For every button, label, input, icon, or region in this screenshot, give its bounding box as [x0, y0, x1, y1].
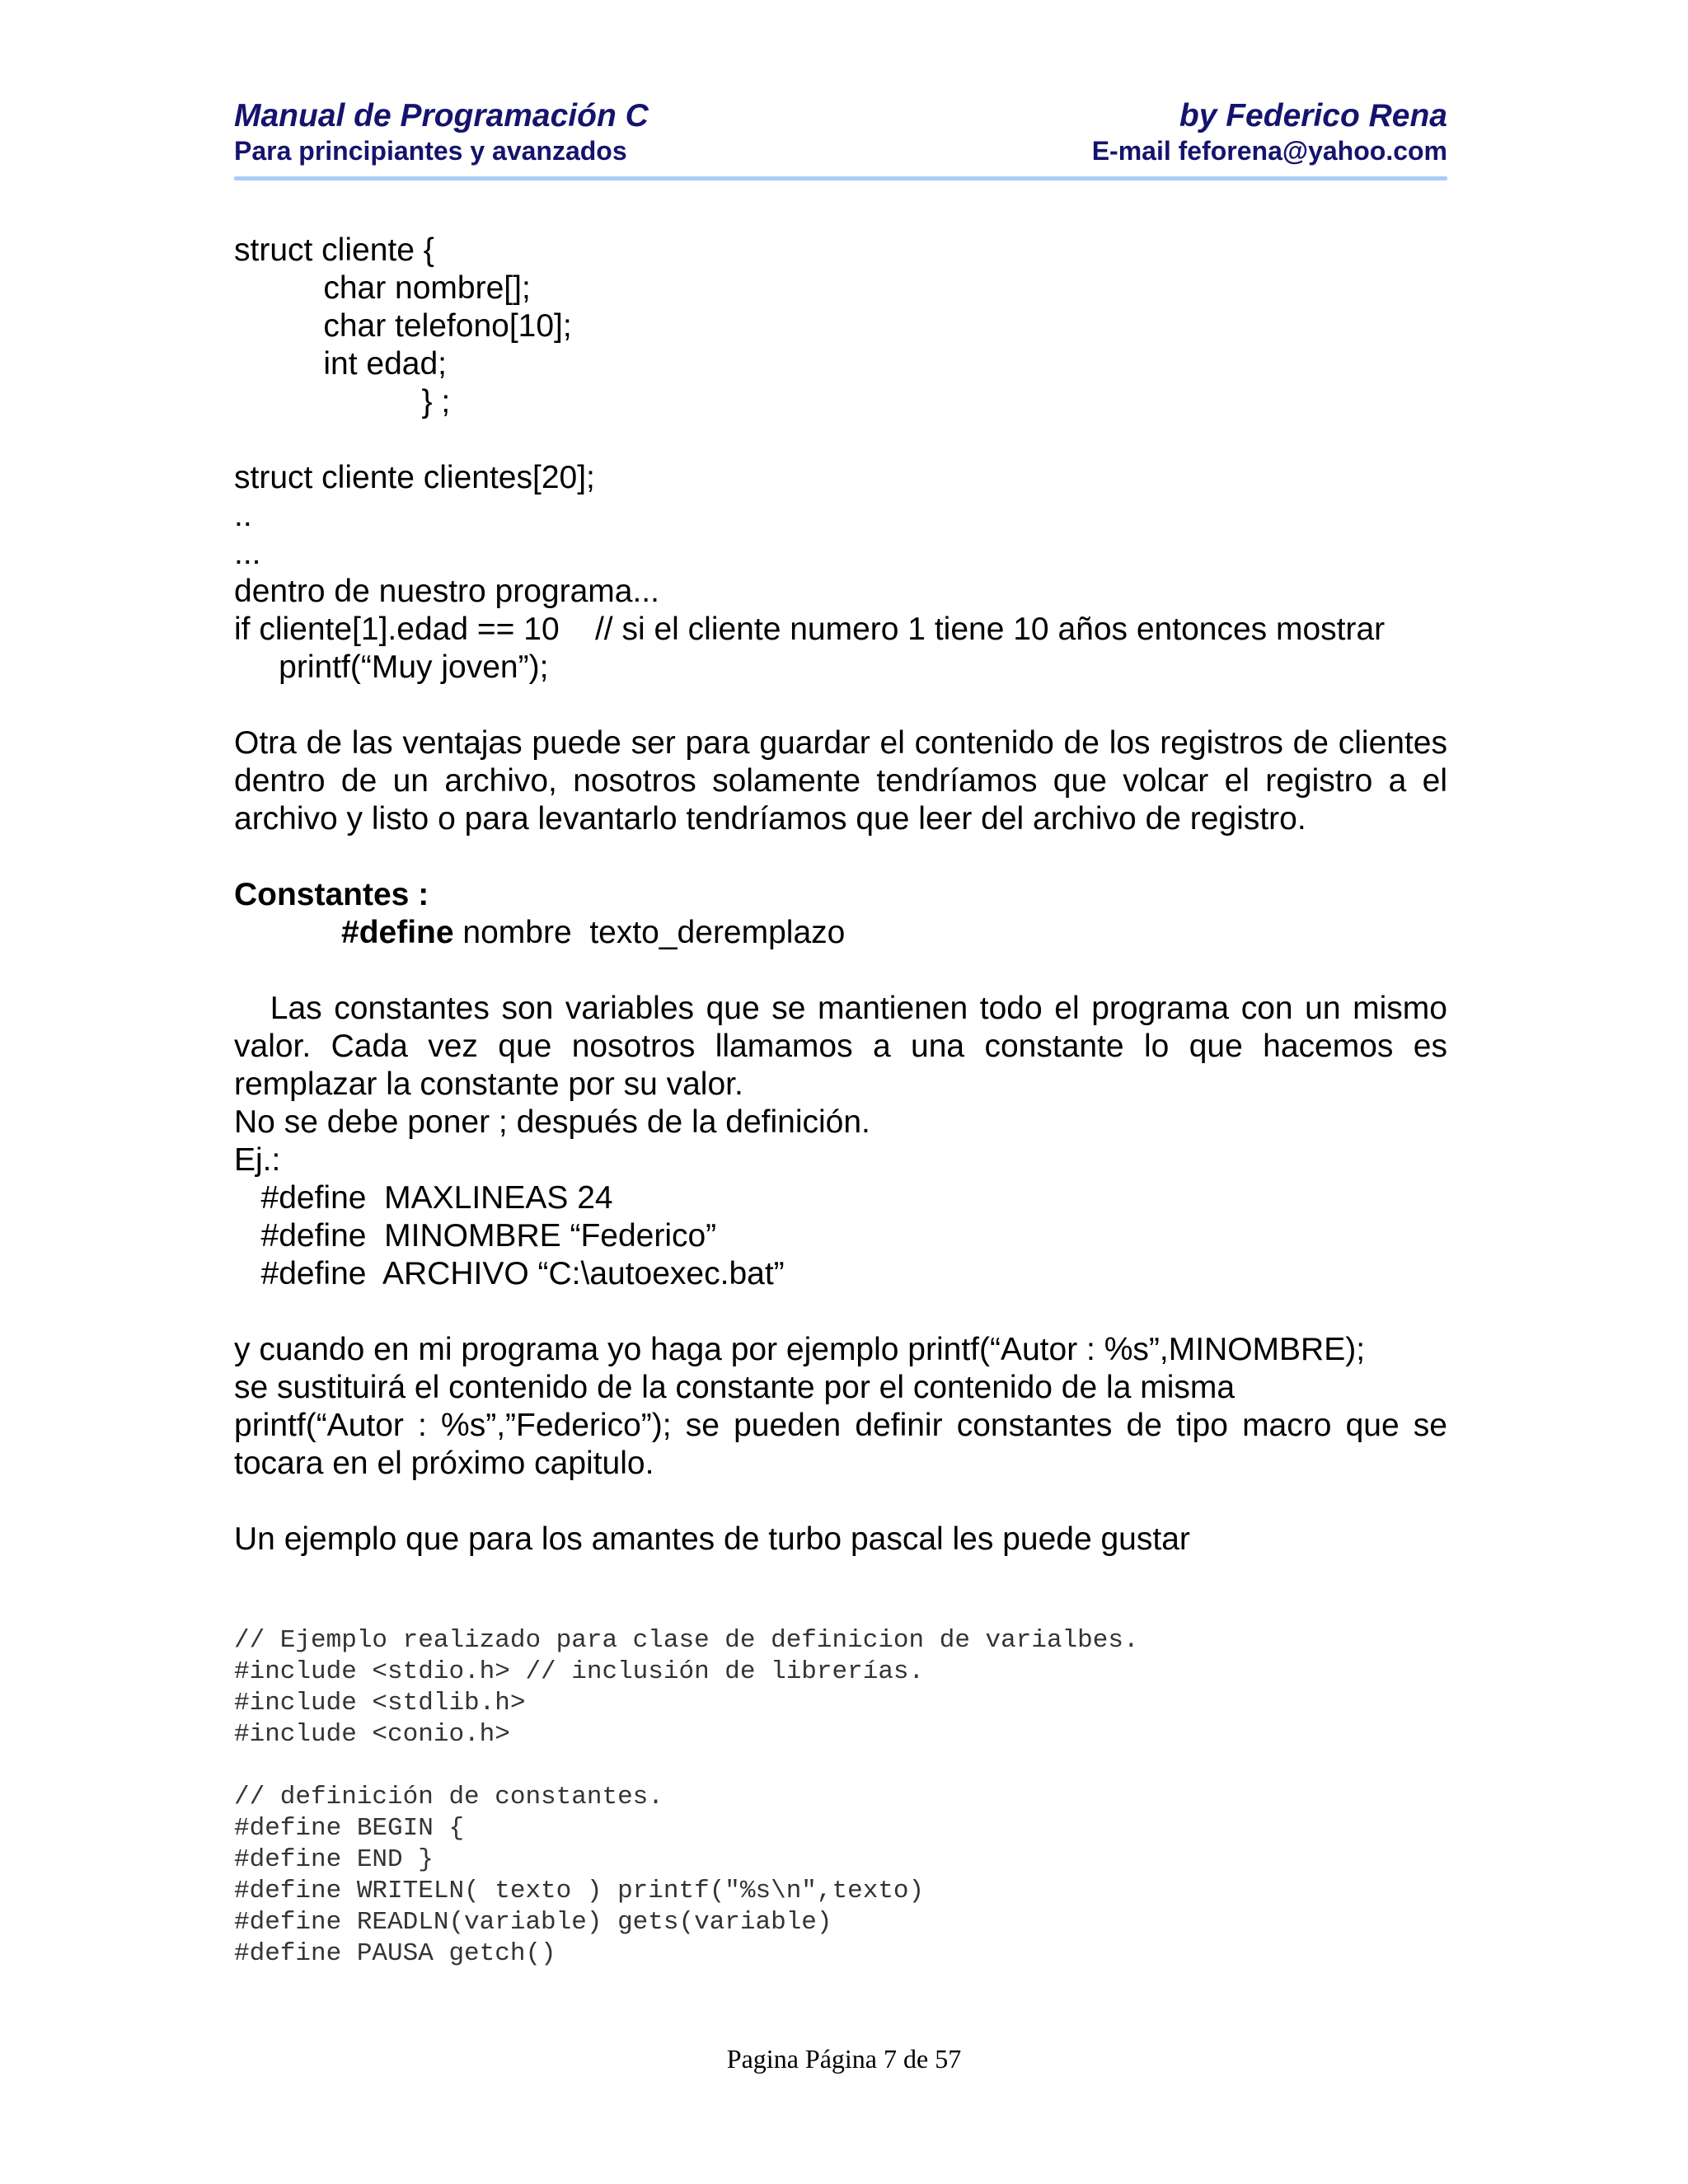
- paragraph-constantes: Las constantes son variables que se mantienen todo el programa con un mismo valor. Cada vez que nosotros llamamos a una constante lo que hacemos es remplazar la constante por su valor.: [234, 991, 1456, 1102]
- paragraph-registros: Otra de las ventajas puede ser para guardar el contenido de los registros de clientes dentro de un archivo, nosotros solamente tendríamos que volcar el registro a el archivo y listo o para levantarlo tendríamos que leer del archivo de registro.: [234, 725, 1447, 837]
- spacer: [234, 421, 1447, 459]
- define-example-2: #define MINOMBRE “Federico”: [234, 1218, 717, 1254]
- no-semicolon-note: No se debe poner ; después de la definición.: [234, 1104, 870, 1140]
- code-line: #include <conio.h>: [234, 1720, 510, 1749]
- code-line: #define PAUSA getch(): [234, 1939, 556, 1968]
- spacer: [234, 687, 1447, 724]
- inside-program-line: dentro de nuestro programa...: [234, 574, 659, 609]
- struct-line-1: struct cliente {: [234, 232, 434, 268]
- if-line: if cliente[1].edad == 10 // si el cliente numero 1 tiene 10 años entonces mostrar: [234, 612, 1386, 647]
- code-listing: [234, 1625, 1447, 1970]
- example-label: Ej.:: [234, 1142, 281, 1178]
- header-divider: [234, 176, 1447, 180]
- author-email: E-mail feforena@yahoo.com: [1091, 136, 1447, 166]
- page-footer: Pagina Página 7 de 57: [726, 2044, 962, 2074]
- page-header: [234, 97, 1447, 188]
- ellipsis-1: ..: [234, 498, 252, 533]
- cuando-line-1: y cuando en mi programa yo haga por ejemplo printf(“Autor : %s”,MINOMBRE);: [234, 1332, 1366, 1367]
- code-line: #include <stdio.h> // inclusión de librerías.: [234, 1657, 925, 1686]
- code-line: #define READLN(variable) gets(variable): [234, 1908, 832, 1937]
- define-example-3: #define ARCHIVO “C:\autoexec.bat”: [234, 1256, 785, 1291]
- spacer: [234, 952, 1447, 990]
- paragraph-macro: printf(“Autor : %s”,”Federico”); se pueden definir constantes de tipo macro que se tocara en el próximo capitulo.: [234, 1408, 1447, 1481]
- spacer: [234, 1483, 1447, 1521]
- main-content: [234, 232, 1456, 1558]
- constantes-heading: Constantes :: [234, 877, 429, 912]
- struct-line-3: char telefono[10];: [234, 308, 572, 344]
- define-keyword: #define: [341, 915, 454, 950]
- code-line: // definición de constantes.: [234, 1783, 663, 1811]
- manual-title: Manual de Programación C: [234, 98, 649, 134]
- header-left: [234, 97, 649, 166]
- code-line: // Ejemplo realizado para clase de definicion de varialbes.: [234, 1626, 1139, 1655]
- header-right: [1092, 97, 1447, 166]
- pascal-line: Un ejemplo que para los amantes de turbo pascal les puede gustar: [234, 1521, 1190, 1557]
- code-line: [234, 1750, 1447, 1782]
- ellipsis-2: ...: [234, 536, 261, 571]
- code-line: #define WRITELN( texto ) printf("%s\n",texto): [234, 1877, 925, 1905]
- define-syntax-rest: nombre texto_deremplazo: [453, 915, 846, 950]
- struct-line-2: char nombre[];: [234, 270, 531, 306]
- code-line: #define BEGIN {: [234, 1814, 465, 1843]
- struct-line-4: int edad;: [234, 346, 447, 382]
- define-syntax: [234, 914, 1447, 952]
- printf-line: printf(“Muy joven”);: [234, 649, 549, 685]
- struct-line-5: } ;: [234, 384, 451, 419]
- define-example-1: #define MAXLINEAS 24: [234, 1180, 613, 1216]
- code-line: #define END }: [234, 1845, 434, 1874]
- author-name: by Federico Rena: [1179, 98, 1447, 134]
- cuando-line-2: se sustituirá el contenido de la constante por el contenido de la misma: [234, 1370, 1236, 1405]
- spacer: [234, 1293, 1447, 1331]
- struct-declaration: struct cliente clientes[20];: [234, 460, 595, 495]
- manual-subtitle: Para principiantes y avanzados: [234, 136, 627, 166]
- spacer: [234, 838, 1447, 876]
- code-line: #include <stdlib.h>: [234, 1689, 526, 1718]
